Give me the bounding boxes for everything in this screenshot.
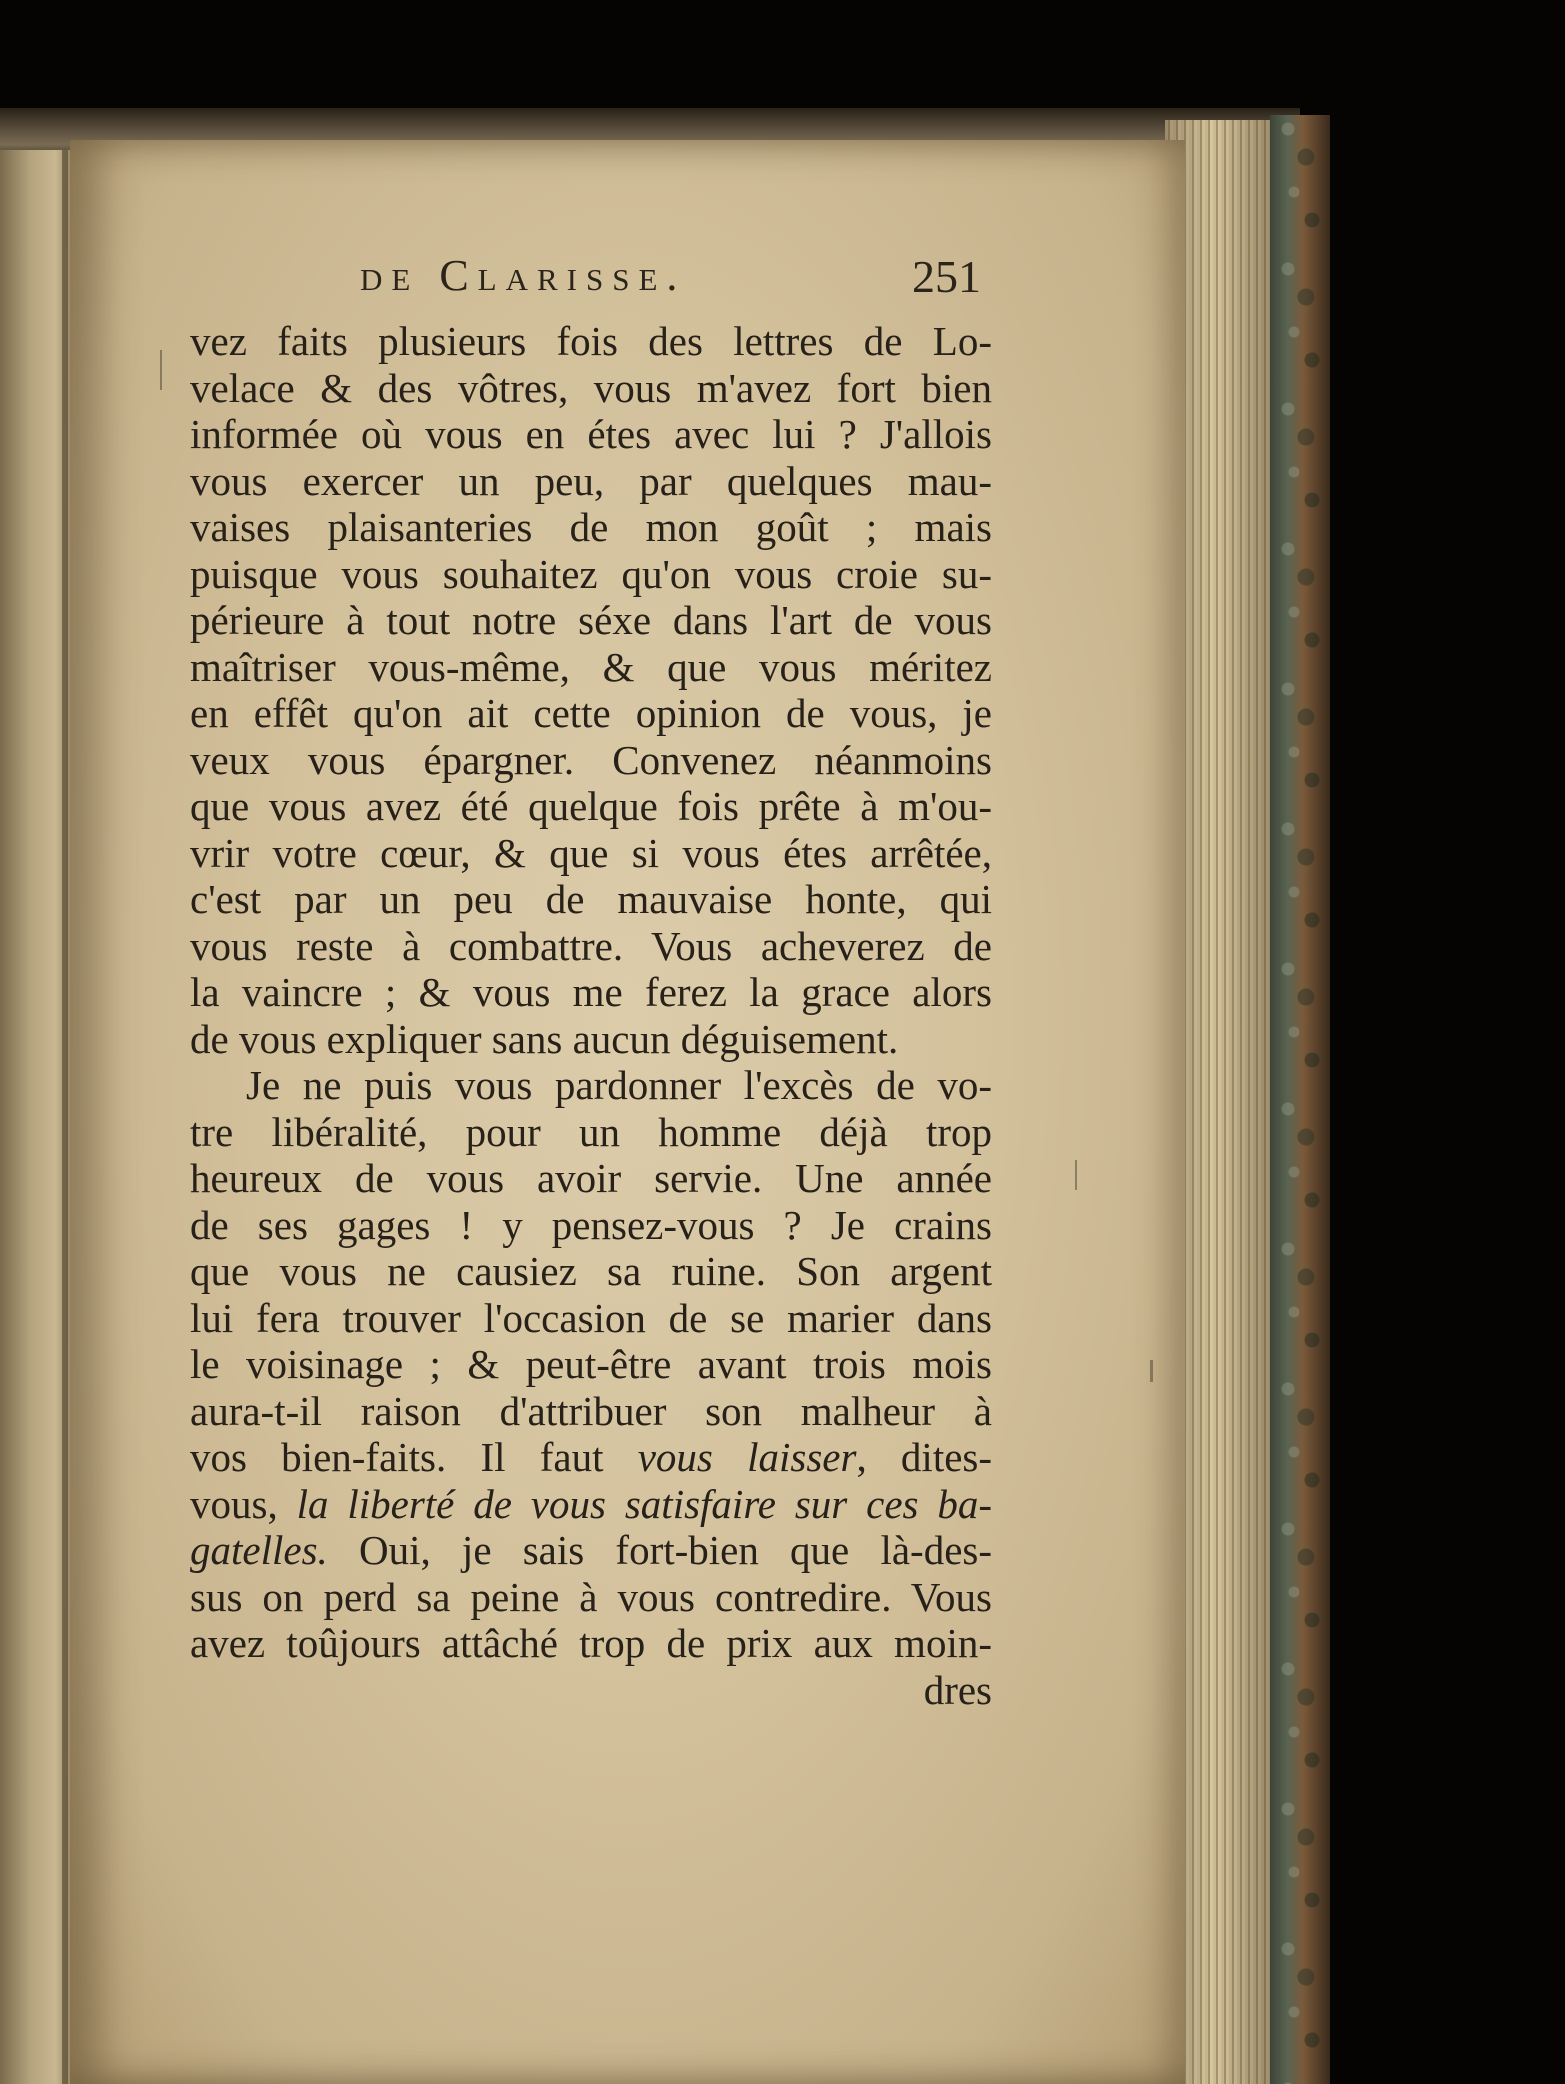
text-segment: vaises plaisanteries de mon goût ; mais xyxy=(190,504,992,550)
text-line xyxy=(190,1574,992,1621)
text-line xyxy=(190,1527,992,1574)
text-segment: Je ne puis vous pardonner l'excès de vo- xyxy=(246,1062,992,1108)
text-line xyxy=(190,1620,992,1667)
text-segment: c'est par un peu de mauvaise honte, qui xyxy=(190,876,992,922)
page-number: 251 xyxy=(912,251,981,302)
text-line xyxy=(190,1202,992,1249)
text-line xyxy=(190,458,992,505)
text-segment: tre libéralité, pour un homme déjà trop xyxy=(190,1108,992,1155)
text-line xyxy=(190,1016,992,1063)
body-text xyxy=(190,318,992,1713)
text-line xyxy=(190,1248,992,1295)
text-segment: maîtriser vous-même, & que vous méritez xyxy=(190,643,992,690)
italic-text: vous laisser xyxy=(637,1434,857,1480)
text-line xyxy=(190,318,992,365)
text-segment: velace & des vôtres, vous m'avez fort bien xyxy=(190,364,992,411)
text-segment: Oui, je sais fort-bien que là-des- xyxy=(327,1527,992,1573)
text-segment: avez toûjours attâché trop de prix aux moin- xyxy=(190,1620,992,1666)
text-line xyxy=(190,737,992,784)
text-segment: lui fera trouver l'occasion de se marier dans xyxy=(190,1294,992,1341)
text-segment: sus on perd sa peine à vous contredire. Vous xyxy=(190,1573,992,1620)
text-line xyxy=(190,1388,992,1435)
text-segment: en effêt qu'on ait cette opinion de vous, je xyxy=(190,690,992,736)
text-segment: vous exercer un peu, par quelques mau- xyxy=(190,457,992,504)
running-head: de Clarisse. xyxy=(360,251,687,300)
text-line xyxy=(190,365,992,412)
gutter-shadow xyxy=(62,150,68,2084)
text-line xyxy=(190,1295,992,1342)
text-line xyxy=(190,876,992,923)
text-segment: puisque vous souhaitez qu'on vous croie su- xyxy=(190,550,992,597)
text-line xyxy=(190,690,992,737)
text-segment: , dites- xyxy=(856,1434,993,1480)
text-segment: heureux de vous avoir servie. Une année xyxy=(190,1155,992,1201)
text-line xyxy=(190,551,992,598)
catchword: dres xyxy=(923,1666,992,1713)
text-segment: informée où vous en étes avec lui ? J'allois xyxy=(190,411,992,457)
text-segment: vous reste à combattre. Vous acheverez de xyxy=(190,922,992,969)
text-line xyxy=(190,1341,992,1388)
page-speck xyxy=(160,350,162,390)
text-line xyxy=(190,830,992,877)
text-segment: aura-t-il raison d'attribuer son malheur à xyxy=(190,1387,992,1434)
text-segment: que vous avez été quelque fois prête à m'ou- xyxy=(190,783,992,829)
text-line xyxy=(190,1062,992,1109)
text-segment: vez faits plusieurs fois des lettres de Lo- xyxy=(190,318,992,364)
marbled-cover-texture xyxy=(1270,115,1330,2084)
text-segment: veux vous épargner. Convenez néanmoins xyxy=(190,736,992,783)
text-line xyxy=(190,644,992,691)
text-segment: de ses gages ! y pensez-vous ? Je crains xyxy=(190,1201,992,1248)
text-line xyxy=(190,783,992,830)
text-line xyxy=(190,969,992,1016)
text-line xyxy=(190,504,992,551)
page-speck xyxy=(1150,1360,1153,1382)
text-line xyxy=(190,411,992,458)
text-line xyxy=(190,923,992,970)
page-speck xyxy=(1075,1160,1077,1190)
text-segment: le voisinage ; & peut-être avant trois mois xyxy=(190,1341,992,1387)
text-line xyxy=(190,597,992,644)
text-line xyxy=(190,1434,992,1481)
text-segment: vos bien-faits. Il faut xyxy=(190,1434,638,1480)
text-line xyxy=(190,1481,992,1528)
text-segment: vrir votre cœur, & que si vous étes arrêtée, xyxy=(190,829,992,876)
text-line xyxy=(190,1109,992,1156)
text-segment: périeure à tout notre séxe dans l'art de vous xyxy=(190,597,992,643)
text-segment: de vous expliquer sans aucun déguisement. xyxy=(190,1015,899,1062)
italic-text: gatelles. xyxy=(190,1527,328,1573)
text-segment: que vous ne causiez sa ruine. Son argent xyxy=(190,1248,992,1294)
text-segment: vous, xyxy=(190,1480,297,1527)
text-segment: la vaincre ; & vous me ferez la grace alors xyxy=(190,969,992,1015)
text-line xyxy=(190,1155,992,1202)
italic-text: la liberté de vous satisfaire sur ces ba- xyxy=(296,1480,992,1527)
